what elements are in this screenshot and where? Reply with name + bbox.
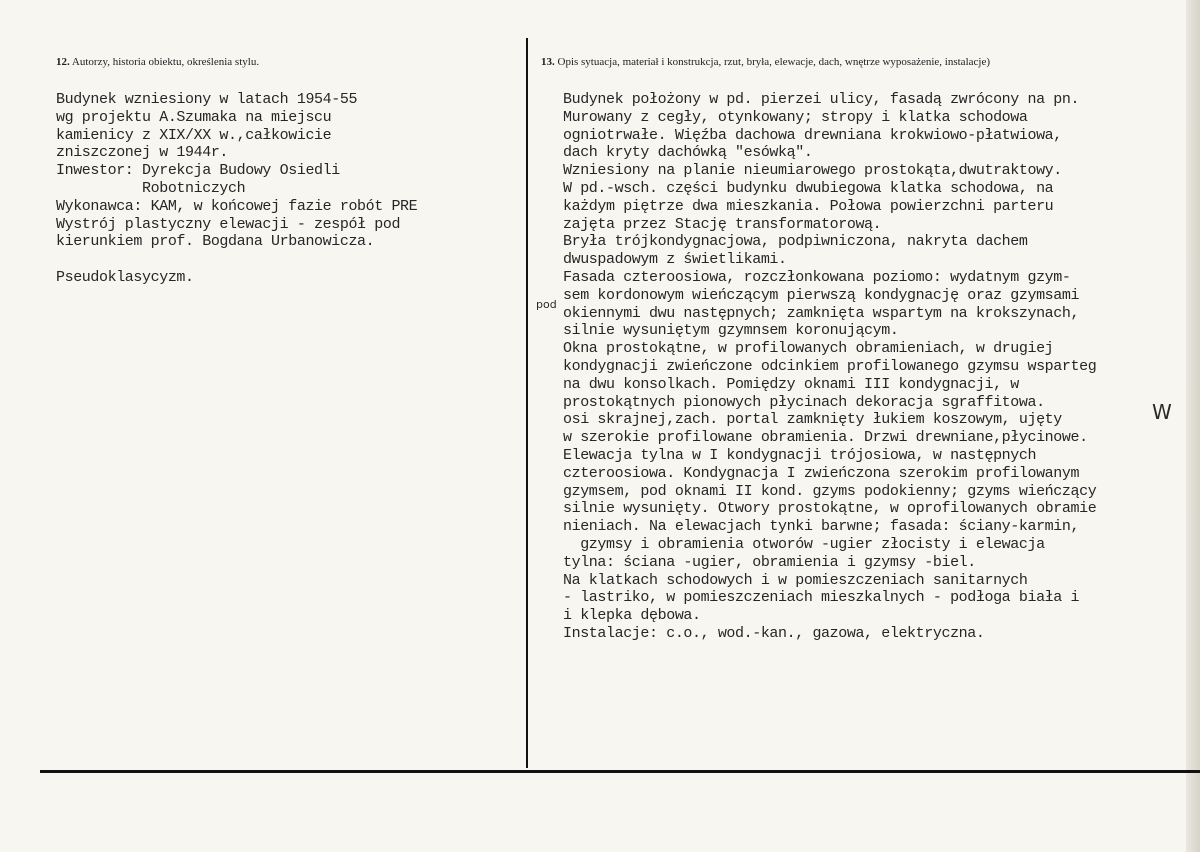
typed-line: kondygnacji zwieńczone odcinkiem profilowanego gzymsu wsparteg: [563, 357, 1097, 375]
typed-line: gzymsem, pod oknami II kond. gzyms podokienny; gzyms wieńczący: [563, 482, 1097, 500]
typed-line: Budynek położony w pd. pierzei ulicy, fasadą zwrócony na pn.: [563, 91, 1080, 108]
typed-line: Wystrój plastyczny elewacji - zespół pod: [56, 215, 401, 233]
section-12-body: [56, 91, 417, 287]
typed-line: Fasada czteroosiowa, rozczłonkowana poziomo: wydatnym gzym-: [563, 268, 1071, 286]
typed-line: w szerokie profilowane obramienia. Drzwi drewniane,płycinowe.: [563, 429, 1088, 447]
typed-line: zajęta przez Stację transformatorową.: [563, 215, 882, 233]
bottom-rule: [40, 770, 1200, 773]
section-13-number: 13.: [541, 56, 555, 68]
typed-line: sem kordonowym wieńczącym pierwszą kondygnację oraz gzymsami: [563, 286, 1080, 304]
typed-line: tylna: ściana -ugier, obramienia i gzymsy -biel.: [563, 553, 976, 571]
typed-line: nieniach. Na elewacjach tynki barwne; fasada: ściany-karmin,: [563, 518, 1080, 536]
typed-line: ogniotrwałe. Więźba dachowa drewniana krokwiowo-płatwiowa,: [563, 126, 1062, 144]
typed-line: dach kryty dachówką "esówką".: [563, 144, 813, 162]
typed-line: W pd.-wsch. części budynku dwubiegowa klatka schodowa, na: [563, 179, 1054, 197]
typed-line: Wzniesiony na planie nieumiarowego prostokąta,dwutraktowy.: [563, 162, 1062, 180]
typed-line: Inwestor: Dyrekcja Budowy Osiedli: [56, 162, 340, 180]
typed-line: silnie wysuniętym gzymnsem koronującym.: [563, 322, 899, 340]
typed-line: dwuspadowym z świetlikami.: [563, 251, 787, 269]
typed-line: osi skrajnej,zach. portal zamknięty łukiem koszowym, ujęty: [563, 411, 1062, 429]
typed-line: kierunkiem prof. Bogdana Urbanowicza.: [56, 233, 375, 251]
typed-line: czteroosiowa. Kondygnacja I zwieńczona szerokim profilowanym: [563, 464, 1080, 482]
typed-line: Bryła trójkondygnacjowa, podpiwniczona, nakryta dachem: [563, 233, 1028, 251]
typed-line: - lastriko, w pomieszczeniach mieszkalnych - podłoga biała i: [563, 589, 1080, 607]
typed-line: wg projektu A.Szumaka na miejscu: [56, 108, 332, 126]
section-12-heading: [56, 56, 259, 68]
handwritten-note-w: W: [1152, 400, 1172, 424]
typed-line: okiennymi dwu następnych; zamknięta wspartym na krokszynach,: [563, 304, 1080, 322]
page-edge-shadow: [1186, 0, 1200, 852]
typed-line: zniszczonej w 1944r.: [56, 144, 229, 162]
typed-line: każdym piętrze dwa mieszkania. Połowa powierzchni parteru: [563, 197, 1054, 215]
typed-line: Elewacja tylna w I kondygnacji trójosiowa, w następnych: [563, 446, 1037, 464]
section-12-title: Autorzy, historia obiektu, określenia stylu.: [71, 56, 260, 68]
typed-line: Budynek wzniesiony w latach 1954-55: [56, 91, 358, 108]
typed-line: Okna prostokątne, w profilowanych obramieniach, w drugiej: [563, 340, 1054, 358]
column-divider: [526, 38, 528, 768]
typed-line: silnie wysunięty. Otwory prostokątne, w oprofilowanych obramie: [563, 500, 1097, 518]
typed-line: kamienicy z XIX/XX w.,całkowicie: [56, 126, 332, 144]
typed-line: Murowany z cegły, otynkowany; stropy i klatka schodowa: [563, 108, 1028, 126]
typed-line: gzymsy i obramienia otworów -ugier złocisty i elewacja: [563, 535, 1045, 553]
typed-line: [56, 251, 417, 269]
typed-line: Wykonawca: KAM, w końcowej fazie robót PRE: [56, 197, 418, 215]
typed-line: na dwu konsolkach. Pomiędzy oknami III kondygnacji, w: [563, 375, 1019, 393]
typed-line: Na klatkach schodowych i w pomieszczeniach sanitarnych: [563, 571, 1028, 589]
typed-line: prostokątnych pionowych płycinach dekoracja sgraffitowa.: [563, 393, 1045, 411]
typed-line: Instalacje: c.o., wod.-kan., gazowa, elektryczna.: [563, 624, 985, 642]
typed-line: Pseudoklasycyzm.: [56, 268, 194, 286]
section-13-title: Opis sytuacja, materiał i konstrukcja, rzut, bryła, elewacje, dach, wnętrze wyposażenie, instalacje): [557, 56, 990, 68]
section-13-heading: [541, 56, 990, 68]
section-13-body: [563, 91, 1096, 643]
typed-line: Robotniczych: [56, 179, 246, 197]
section-12-number: 12.: [56, 56, 70, 68]
typed-line: i klepka dębowa.: [563, 607, 701, 625]
handwritten-note-pod: pod: [536, 298, 557, 311]
